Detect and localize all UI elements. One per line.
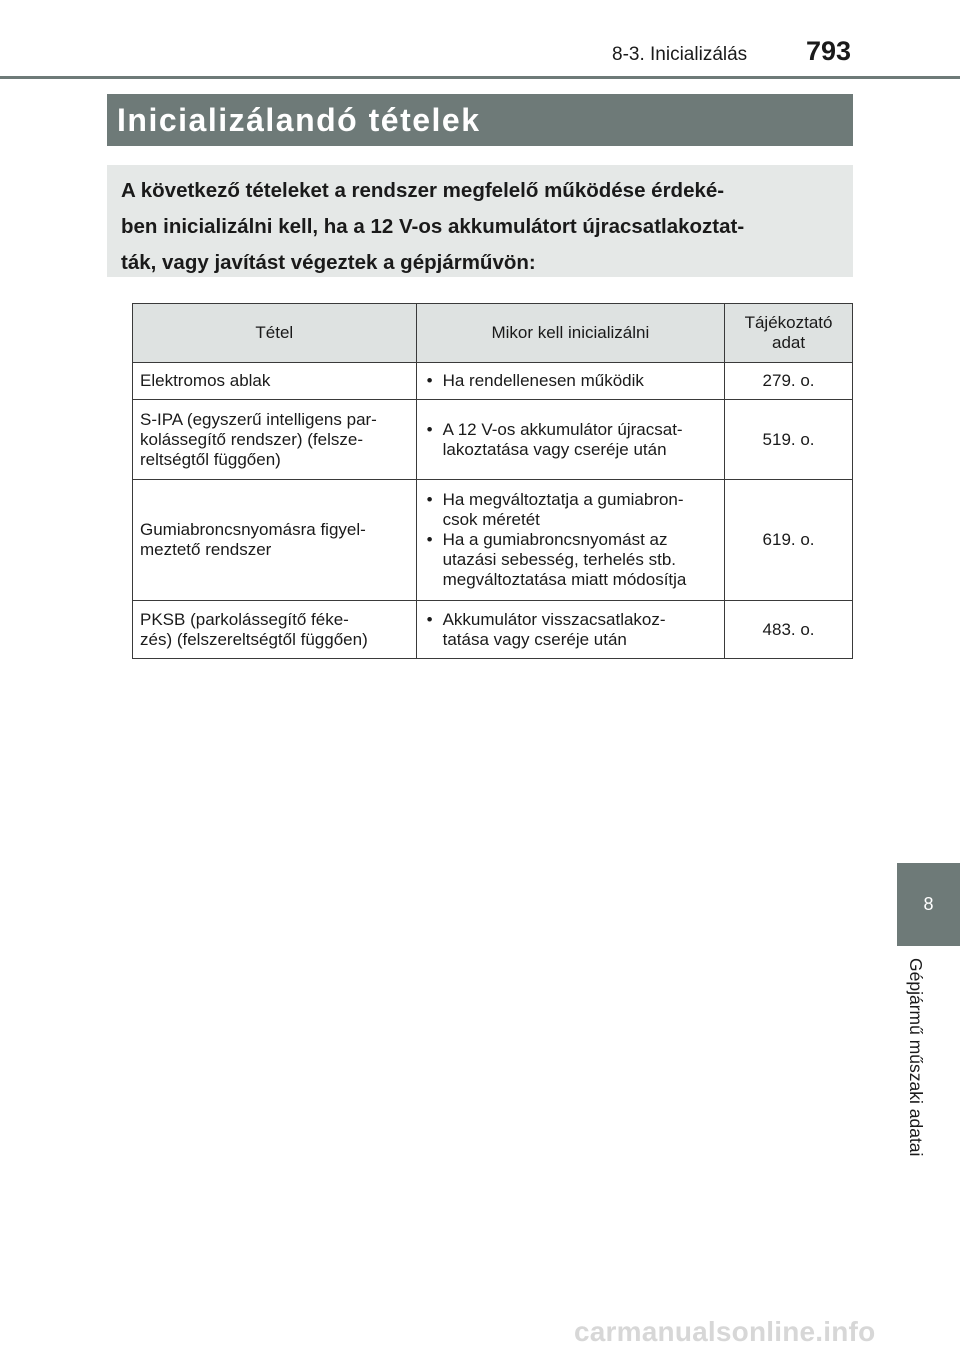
item-cell: Gumiabroncsnyomásra figyel- meztető rendszer: [133, 480, 417, 601]
section-heading: 8-3. Inicializálás: [612, 44, 748, 65]
item-cell: S-IPA (egyszerű intelligens par- kolássegítő rendszer) (felsze- reltségtől függően): [133, 400, 417, 480]
when-cell: [416, 601, 725, 659]
when-cell: [416, 400, 725, 480]
item-cell: Elektromos ablak: [133, 363, 417, 400]
reference-cell: 483. o.: [725, 601, 853, 659]
when-cell: [416, 480, 725, 601]
chapter-title: Gépjármű műszaki adatai: [906, 958, 926, 1157]
chapter-tab: [897, 863, 960, 946]
initialization-table: [132, 303, 853, 659]
item-cell: PKSB (parkolássegítő féke- zés) (felszereltségtől függően): [133, 601, 417, 659]
page-title: Inicializálandó tételek: [117, 101, 481, 138]
watermark: carmanualsonline.info: [574, 1316, 876, 1347]
table-header-row: [133, 304, 853, 363]
intro-text: [121, 173, 839, 281]
chapter-number: 8: [923, 894, 934, 914]
when-bullet: • Ha megváltoztatja a gumiabron- csok méretét: [424, 490, 718, 530]
reference-cell: 519. o.: [725, 400, 853, 480]
header-divider: [0, 76, 960, 79]
table-row: [133, 400, 853, 480]
title-bar: [107, 94, 853, 146]
intro-line: ták, vagy javítást végeztek a gépjárművön:: [121, 251, 536, 274]
table-row: [133, 601, 853, 659]
column-header-item: Tétel: [133, 304, 417, 363]
intro-box: [107, 165, 853, 277]
reference-cell: 619. o.: [725, 480, 853, 601]
table-row: [133, 363, 853, 400]
table-row: [133, 480, 853, 601]
column-header-when: Mikor kell inicializálni: [416, 304, 725, 363]
when-bullet: • Ha rendellenesen működik: [424, 371, 718, 391]
reference-cell: 279. o.: [725, 363, 853, 400]
page-number: 793: [806, 36, 852, 66]
intro-line: A következő tételeket a rendszer megfelelő működése érdeké-: [121, 179, 725, 202]
when-bullet: • Akkumulátor visszacsatlakoz- tatása vagy cseréje után: [424, 610, 718, 650]
when-cell: [416, 363, 725, 400]
intro-line: ben inicializálni kell, ha a 12 V-os akkumulátort újracsatlakoztat-: [121, 215, 745, 238]
when-bullet: • Ha a gumiabroncsnyomást az utazási sebesség, terhelés stb. megváltoztatása miatt módosítja: [424, 530, 718, 590]
when-bullet: • A 12 V-os akkumulátor újracsat- lakoztatása vagy cseréje után: [424, 420, 718, 460]
column-header-reference: Tájékoztató adat: [725, 304, 853, 363]
